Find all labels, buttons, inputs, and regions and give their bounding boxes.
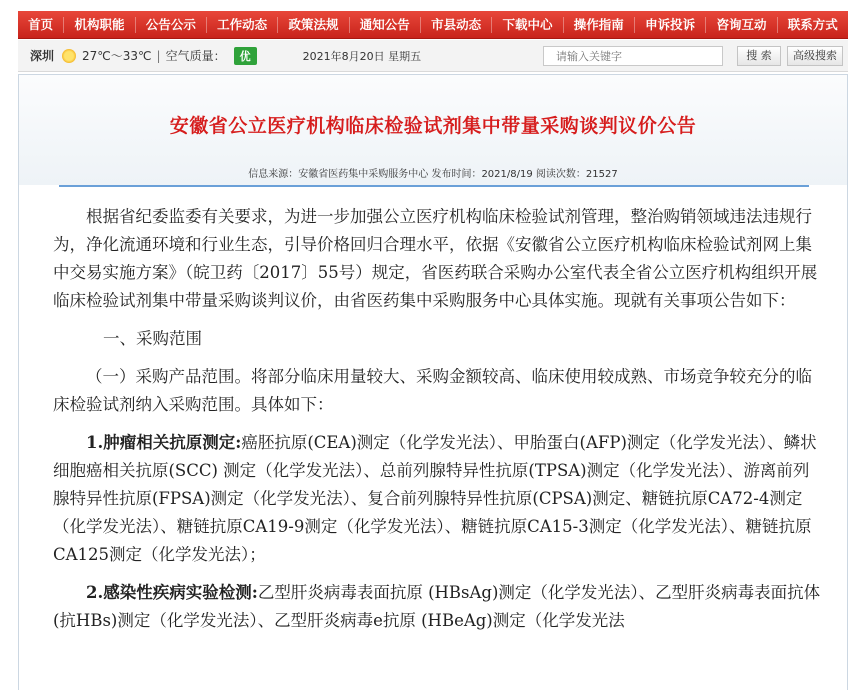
article-meta: 信息来源：安徽省医药集中采购服务中心 发布时间：2021/8/19 阅读次数：21527 [248,169,618,180]
item-body: 癌胚抗原(CEA)测定（化学发光法）、甲胎蛋白(AFP)测定（化学发光法）、鳞状细胞癌相关抗原(SCC) 测定（化学发光法）、总前列腺特异性抗原(TPSA)测定（化学发光法）、游离前列腺特异性抗原(FPSA)测定（化学发光法）、复合前列腺特异性抗原(CPSA)测定、糖链抗原CA72-4测定（化学发光法）、糖链抗原CA19-9测定（化学发光法）、糖链抗原CA15-3测定（化学发光法）、糖链抗原CA125测定（化学发光法）； [53,433,817,564]
nav-item-work-news[interactable]: 工作动态 [207,17,278,33]
article-body [53,203,823,635]
nav-item-consult[interactable]: 咨询互动 [706,17,777,33]
weather-temp: 27℃～33℃ [82,49,152,63]
current-date: 2021年8月20日 星期五 [302,49,422,63]
nav-item-complaints[interactable]: 申诉投诉 [635,17,706,33]
advanced-search-button[interactable]: 高级搜索 [787,46,843,66]
search-button[interactable]: 搜 索 [737,46,781,66]
nav-item-home[interactable]: 首页 [18,17,64,33]
article-container [18,74,848,690]
list-item [53,429,823,569]
list-item [53,579,823,635]
nav-item-announcements[interactable]: 公告公示 [136,17,207,33]
sun-icon [62,49,76,63]
city-name: 深圳 [30,49,55,63]
section-heading: 一、采购范围 [103,329,202,348]
separator: | [156,48,161,63]
nav-item-notices[interactable]: 通知公告 [350,17,421,33]
page-title: 安徽省公立医疗机构临床检验试剂集中带量采购谈判议价公告 [169,115,697,137]
air-quality-badge: 优 [234,47,257,65]
intro-paragraph: 根据省纪委监委有关要求，为进一步加强公立医疗机构临床检验试剂管理，整治购销领域违法违规行为，净化流通环境和行业生态，引导价格回归合理水平，依据《安徽省公立医疗机构临床检验试剂网上集中交易实施方案》（皖卫药〔2017〕55号）规定，省医药联合采购办公室代表全省公立医疗机构组织开展临床检验试剂集中带量采购谈判议价，由省医药集中采购服务中心具体实施。现就有关事项公告如下： [53,207,818,310]
nav-item-city-news[interactable]: 市县动态 [421,17,492,33]
search-input[interactable] [543,46,723,66]
nav-item-policies[interactable]: 政策法规 [278,17,349,33]
info-bar [18,40,848,72]
article-header [19,75,847,185]
nav-item-contact[interactable]: 联系方式 [787,16,838,32]
item-body: 乙型肝炎病毒表面抗原 (HBsAg)测定（化学发光法）、乙型肝炎病毒表面抗体 (抗HBs)测定（化学发光法）、乙型肝炎病毒e抗原 (HBeAg)测定（化学发光法 [53,583,821,630]
top-nav [18,11,848,39]
nav-item-downloads[interactable]: 下载中心 [492,17,563,33]
scope-paragraph: （一）采购产品范围。将部分临床用量较大、采购金额较高、临床使用较成熟、市场竞争较充分的临床检验试剂纳入采购范围。具体如下： [53,367,812,414]
nav-item-functions[interactable]: 机构职能 [64,17,135,33]
item-heading: 1.肿瘤相关抗原测定: [86,433,242,452]
item-heading: 2.感染性疾病实验检测: [86,583,258,602]
air-quality-label: 空气质量： [165,49,226,63]
divider [59,185,809,187]
nav-item-guide[interactable]: 操作指南 [564,17,635,33]
